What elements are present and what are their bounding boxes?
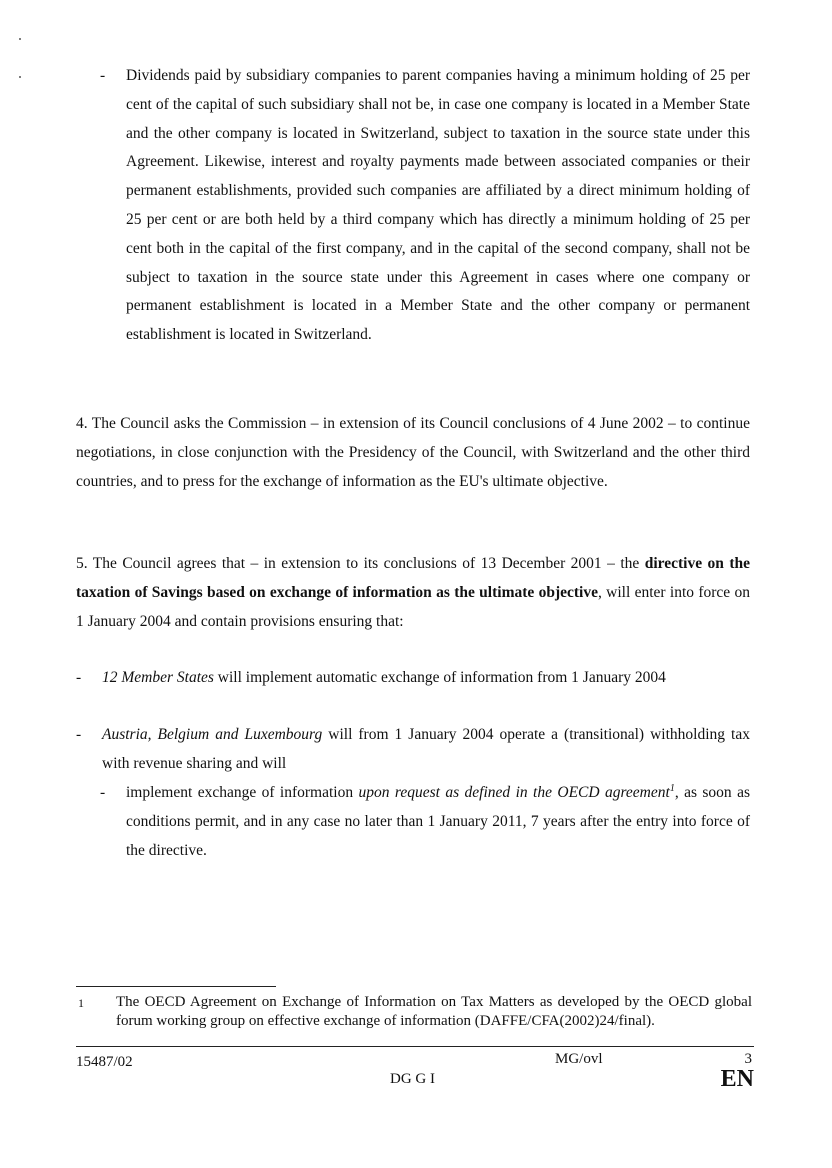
directorate-general: DG G I <box>390 1071 435 1087</box>
paragraph-5-intro: 5. The Council agrees that – in extension to its conclusions of 13 December 2001 – the <box>76 555 645 572</box>
document-reference: 15487/02 <box>76 1054 133 1070</box>
footnote-text: The OECD Agreement on Exchange of Information on Tax Matters as developed by the OECD global forum working group on effective exchange of information (DAFFE/CFA(2002)24/final). <box>116 994 752 1029</box>
list-item-italic: upon request as defined in the OECD agreement <box>358 784 670 801</box>
list-item-text <box>102 664 750 693</box>
list-item-text: Dividends paid by subsidiary companies to parent companies having a minimum holding of 25 per cent of the capital of such subsidiary shall not be, in case one company is located in a Member State and the other company is located in Switzerland, subject to taxation in the source state under this Agreement. Likewise, interest and royalty payments made between associated companies or their permanent establishments, provided such companies are affiliated by a direct minimum holding of 25 per cent or are both held by a third company which has directly a minimum holding of 25 per cent both in the capital of the first company, and in the capital of the second company, shall not be subject to taxation in the source state under this Agreement in cases where one company or permanent establishment is located in a Member State and the other company or permanent establishment is located in Switzerland. <box>126 67 750 344</box>
list-dash: - <box>76 726 82 743</box>
list-item-member-states <box>76 664 750 693</box>
list-dash: - <box>100 784 106 801</box>
paragraph-4: 4. The Council asks the Commission – in extension of its Council conclusions of 4 June 2002 – to continue negotiations, in close conjunction with the Presidency of the Council, with Switzerland and the other third countries, and to press for the exchange of information as the EU's ultimate objective. <box>76 415 750 490</box>
sub-list-item-implement <box>100 779 750 865</box>
list-item-italic: 12 Member States <box>102 669 214 686</box>
list-item-dividends <box>100 62 750 350</box>
paragraph-5-bold: directive on the taxation of Savings based on exchange of information as the ultimate objective <box>76 555 750 601</box>
list-dash: - <box>76 669 82 686</box>
list-item-rest: will from 1 January 2004 operate a (transitional) withholding tax with revenue sharing and will <box>102 726 750 772</box>
footnote-number: 1 <box>78 996 84 1010</box>
list-item-intro: implement exchange of information <box>126 784 359 801</box>
list-item-rest: , as soon as conditions permit, and in any case no later than 1 January 2011, 7 years after the entry into force of the directive. <box>126 784 750 859</box>
list-item-text <box>102 721 750 779</box>
language-code: EN <box>720 1066 754 1092</box>
list-item-text <box>126 779 750 865</box>
list-item-rest: will implement automatic exchange of information from 1 January 2004 <box>213 669 666 686</box>
footnote-reference[interactable]: 1 <box>669 782 675 794</box>
list-dash: - <box>100 67 106 84</box>
scan-speck <box>19 38 21 40</box>
footer-divider <box>76 1046 754 1047</box>
list-item-italic: Austria, Belgium and Luxembourg <box>102 726 323 743</box>
paragraph-5 <box>76 550 750 636</box>
author-initials: MG/ovl <box>555 1051 603 1067</box>
page-number: 3 <box>744 1051 752 1067</box>
scan-speck <box>19 76 21 78</box>
footnote-divider <box>76 986 276 987</box>
paragraph-5-rest: , will enter into force on 1 January 2004 and contain provisions ensuring that: <box>76 583 750 630</box>
list-item-austria <box>76 721 750 779</box>
